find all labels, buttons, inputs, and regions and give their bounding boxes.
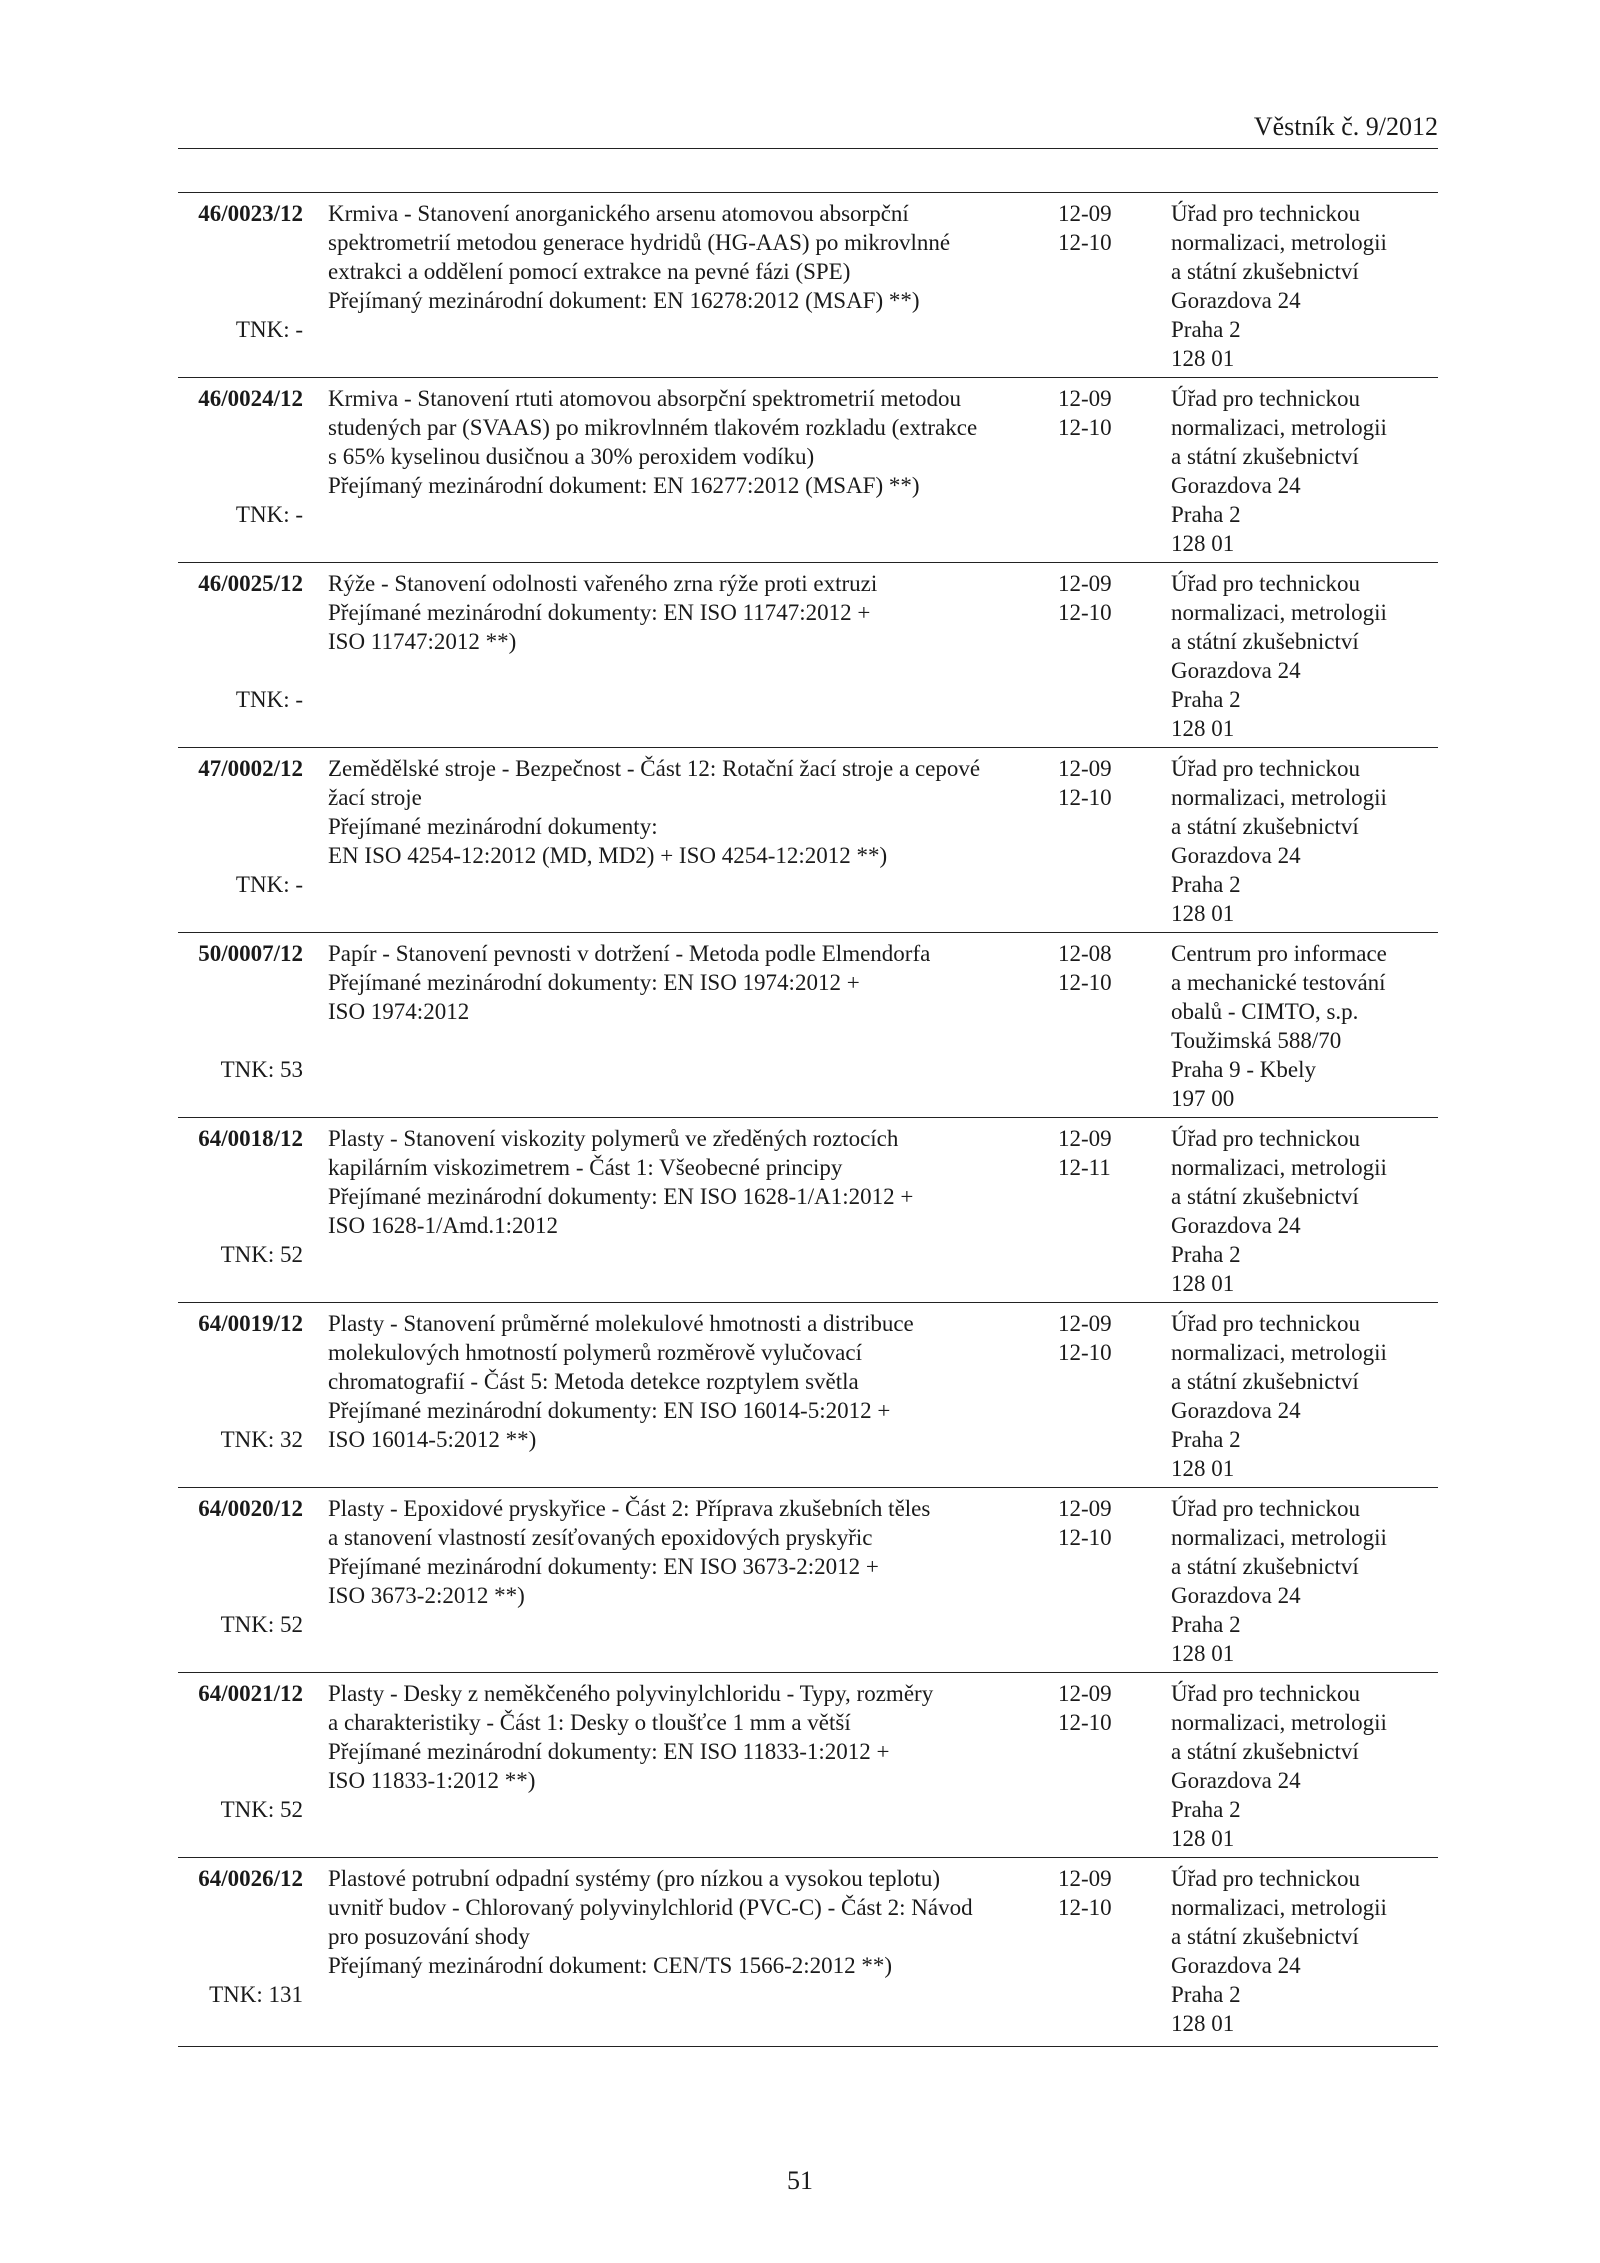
table-row (178, 1488, 1438, 1673)
table-row (178, 1118, 1438, 1303)
description-line: ISO 1974:2012 (328, 999, 470, 1024)
address-line: normalizaci, metrologii (1171, 785, 1387, 810)
address-line: Praha 2 (1171, 1797, 1241, 1822)
tnk-code: TNK: 53 (220, 1057, 303, 1082)
address-line: normalizaci, metrologii (1171, 1340, 1387, 1365)
standard-description (328, 754, 1028, 870)
table-row (178, 748, 1438, 933)
description-line: Přejímané mezinárodní dokumenty: EN ISO 1628-1/A1:2012 + (328, 1184, 914, 1209)
address-line: Gorazdova 24 (1171, 288, 1301, 313)
address-line: 128 01 (1171, 716, 1235, 741)
tnk-code: TNK: 32 (220, 1427, 303, 1452)
address-line: Úřad pro technickou (1171, 1496, 1361, 1521)
description-line: Plasty - Stanovení průměrné molekulové hmotnosti a distribuce (328, 1311, 914, 1336)
description-line: ISO 16014-5:2012 **) (328, 1427, 537, 1452)
standard-number: 50/0007/12 (198, 941, 303, 966)
page-header (178, 112, 1438, 149)
date-value: 12-09 (1058, 1311, 1112, 1336)
address-line: 128 01 (1171, 1641, 1235, 1666)
description-line: Přejímaný mezinárodní dokument: CEN/TS 1566-2:2012 **) (328, 1953, 893, 1978)
address-line: Gorazdova 24 (1171, 1583, 1301, 1608)
tnk-code: TNK: - (235, 872, 303, 897)
date-value: 12-10 (1058, 1340, 1112, 1365)
address-line: Gorazdova 24 (1171, 1398, 1301, 1423)
standard-dates (1058, 1679, 1148, 1737)
standard-number: 64/0021/12 (198, 1681, 303, 1706)
date-value: 12-10 (1058, 970, 1112, 995)
address-line: 128 01 (1171, 1826, 1235, 1851)
date-value: 12-09 (1058, 571, 1112, 596)
address-line: a mechanické testování (1171, 970, 1386, 995)
description-line: spektrometrií metodou generace hydridů (HG-AAS) po mikrovlnné (328, 230, 951, 255)
address-line: normalizaci, metrologii (1171, 600, 1387, 625)
table-row (178, 193, 1438, 378)
address-line: Úřad pro technickou (1171, 1311, 1361, 1336)
date-value: 12-10 (1058, 600, 1112, 625)
description-line: Plasty - Epoxidové pryskyřice - Část 2: Příprava zkušebních těles (328, 1496, 931, 1521)
address-line: Praha 2 (1171, 1982, 1241, 2007)
date-value: 12-09 (1058, 1681, 1112, 1706)
description-line: chromatografií - Část 5: Metoda detekce rozptylem světla (328, 1369, 859, 1394)
address-line: a státní zkušebnictví (1171, 1369, 1359, 1394)
tnk-code: TNK: - (235, 687, 303, 712)
description-line: Plasty - Desky z neměkčeného polyvinylchloridu - Typy, rozměry (328, 1681, 934, 1706)
address-line: Úřad pro technickou (1171, 571, 1361, 596)
address-line: 128 01 (1171, 1456, 1235, 1481)
date-value: 12-08 (1058, 941, 1112, 966)
address-line: a státní zkušebnictví (1171, 259, 1359, 284)
standard-dates (1058, 1494, 1148, 1552)
address-line: Gorazdova 24 (1171, 1953, 1301, 1978)
address-line: Úřad pro technickou (1171, 201, 1361, 226)
date-value: 12-11 (1058, 1155, 1111, 1180)
organization-address (1171, 569, 1431, 743)
standard-description (328, 1494, 1028, 1610)
description-line: pro posuzování shody (328, 1924, 530, 1949)
date-value: 12-10 (1058, 785, 1112, 810)
standard-number: 64/0026/12 (198, 1866, 303, 1891)
description-line: Rýže - Stanovení odolnosti vařeného zrna rýže proti extruzi (328, 571, 878, 596)
description-line: molekulových hmotností polymerů rozměrově vylučovací (328, 1340, 862, 1365)
tnk-code: TNK: 52 (220, 1242, 303, 1267)
date-value: 12-09 (1058, 201, 1112, 226)
address-line: obalů - CIMTO, s.p. (1171, 999, 1359, 1024)
address-line: 128 01 (1171, 901, 1235, 926)
standard-dates (1058, 569, 1148, 627)
description-line: žací stroje (328, 785, 422, 810)
standard-number: 46/0024/12 (198, 386, 303, 411)
date-value: 12-09 (1058, 1496, 1112, 1521)
date-value: 12-10 (1058, 1710, 1112, 1735)
standard-dates (1058, 1124, 1148, 1182)
address-line: Praha 9 - Kbely (1171, 1057, 1316, 1082)
standard-dates (1058, 754, 1148, 812)
standard-description (328, 1124, 1028, 1240)
description-line: Přejímané mezinárodní dokumenty: EN ISO 1974:2012 + (328, 970, 860, 995)
table-row (178, 1673, 1438, 1858)
address-line: normalizaci, metrologii (1171, 1895, 1387, 1920)
address-line: Úřad pro technickou (1171, 1126, 1361, 1151)
address-line: Praha 2 (1171, 687, 1241, 712)
address-line: Praha 2 (1171, 1242, 1241, 1267)
standard-description (328, 384, 1028, 500)
address-line: 128 01 (1171, 1271, 1235, 1296)
address-line: Toužimská 588/70 (1171, 1028, 1342, 1053)
description-line: Zemědělské stroje - Bezpečnost - Část 12: Rotační žací stroje a cepové (328, 756, 981, 781)
standard-number: 47/0002/12 (198, 756, 303, 781)
address-line: a státní zkušebnictví (1171, 1924, 1359, 1949)
standard-dates (1058, 1309, 1148, 1367)
address-line: Praha 2 (1171, 1427, 1241, 1452)
organization-address (1171, 1494, 1431, 1668)
address-line: 197 00 (1171, 1086, 1235, 1111)
address-line: 128 01 (1171, 531, 1235, 556)
description-line: Přejímané mezinárodní dokumenty: EN ISO 16014-5:2012 + (328, 1398, 891, 1423)
organization-address (1171, 754, 1431, 928)
tnk-code: TNK: - (235, 317, 303, 342)
description-line: Krmiva - Stanovení rtuti atomovou absorpční spektrometrií metodou (328, 386, 962, 411)
description-line: Krmiva - Stanovení anorganického arsenu atomovou absorpční (328, 201, 909, 226)
organization-address (1171, 939, 1431, 1113)
address-line: Úřad pro technickou (1171, 756, 1361, 781)
address-line: normalizaci, metrologii (1171, 1525, 1387, 1550)
date-value: 12-10 (1058, 1895, 1112, 1920)
standard-description (328, 939, 1028, 1026)
organization-address (1171, 199, 1431, 373)
address-line: Gorazdova 24 (1171, 1768, 1301, 1793)
address-line: 128 01 (1171, 346, 1235, 371)
date-value: 12-09 (1058, 386, 1112, 411)
organization-address (1171, 1679, 1431, 1853)
address-line: Praha 2 (1171, 317, 1241, 342)
description-line: Přejímané mezinárodní dokumenty: EN ISO 11833-1:2012 + (328, 1739, 890, 1764)
address-line: Úřad pro technickou (1171, 1866, 1361, 1891)
date-value: 12-09 (1058, 1866, 1112, 1891)
standard-number: 64/0020/12 (198, 1496, 303, 1521)
address-line: Gorazdova 24 (1171, 473, 1301, 498)
address-line: Praha 2 (1171, 502, 1241, 527)
address-line: 128 01 (1171, 2011, 1235, 2036)
address-line: a státní zkušebnictví (1171, 444, 1359, 469)
standards-table (178, 192, 1438, 2047)
address-line: normalizaci, metrologii (1171, 230, 1387, 255)
organization-address (1171, 1124, 1431, 1298)
tnk-code: TNK: 52 (220, 1797, 303, 1822)
table-row (178, 933, 1438, 1118)
description-line: ISO 3673-2:2012 **) (328, 1583, 525, 1608)
description-line: uvnitř budov - Chlorovaný polyvinylchlorid (PVC-C) - Část 2: Návod (328, 1895, 973, 1920)
standard-number: 64/0019/12 (198, 1311, 303, 1336)
description-line: Plastové potrubní odpadní systémy (pro nízkou a vysokou teplotu) (328, 1866, 940, 1891)
description-line: EN ISO 4254-12:2012 (MD, MD2) + ISO 4254-12:2012 **) (328, 843, 888, 868)
address-line: a státní zkušebnictví (1171, 1184, 1359, 1209)
standard-description (328, 1864, 1028, 1980)
description-line: ISO 11833-1:2012 **) (328, 1768, 536, 1793)
description-line: Přejímané mezinárodní dokumenty: EN ISO 11747:2012 + (328, 600, 871, 625)
date-value: 12-09 (1058, 756, 1112, 781)
date-value: 12-09 (1058, 1126, 1112, 1151)
address-line: a státní zkušebnictví (1171, 1739, 1359, 1764)
description-line: Plasty - Stanovení viskozity polymerů ve zředěných roztocích (328, 1126, 899, 1151)
standard-description (328, 1679, 1028, 1795)
journal-title: Věstník č. 9/2012 (1253, 112, 1438, 141)
standard-dates (1058, 199, 1148, 257)
description-line: a stanovení vlastností zesíťovaných epoxidových pryskyřic (328, 1525, 873, 1550)
standard-description (328, 199, 1028, 315)
address-line: a státní zkušebnictví (1171, 1554, 1359, 1579)
table-row (178, 378, 1438, 563)
standard-dates (1058, 1864, 1148, 1922)
description-line: s 65% kyselinou dusičnou a 30% peroxidem vodíku) (328, 444, 815, 469)
page-number: 51 (787, 2166, 813, 2195)
organization-address (1171, 1309, 1431, 1483)
address-line: Úřad pro technickou (1171, 1681, 1361, 1706)
address-line: Gorazdova 24 (1171, 658, 1301, 683)
description-line: ISO 11747:2012 **) (328, 629, 517, 654)
description-line: Přejímané mezinárodní dokumenty: EN ISO 3673-2:2012 + (328, 1554, 879, 1579)
address-line: Praha 2 (1171, 1612, 1241, 1637)
description-line: Přejímaný mezinárodní dokument: EN 16278:2012 (MSAF) **) (328, 288, 920, 313)
address-line: a státní zkušebnictví (1171, 814, 1359, 839)
description-line: Přejímané mezinárodní dokumenty: (328, 814, 658, 839)
address-line: Úřad pro technickou (1171, 386, 1361, 411)
table-row (178, 1858, 1438, 2047)
date-value: 12-10 (1058, 230, 1112, 255)
description-line: extrakci a oddělení pomocí extrakce na pevné fázi (SPE) (328, 259, 851, 284)
organization-address (1171, 384, 1431, 558)
tnk-code: TNK: 131 (209, 1982, 303, 2007)
tnk-code: TNK: - (235, 502, 303, 527)
address-line: normalizaci, metrologii (1171, 415, 1387, 440)
organization-address (1171, 1864, 1431, 2038)
address-line: Gorazdova 24 (1171, 843, 1301, 868)
table-row (178, 1303, 1438, 1488)
description-line: a charakteristiky - Část 1: Desky o tloušťce 1 mm a větší (328, 1710, 851, 1735)
standard-number: 46/0025/12 (198, 571, 303, 596)
standard-dates (1058, 939, 1148, 997)
tnk-code: TNK: 52 (220, 1612, 303, 1637)
standard-number: 64/0018/12 (198, 1126, 303, 1151)
table-row (178, 563, 1438, 748)
address-line: normalizaci, metrologii (1171, 1155, 1387, 1180)
standard-description (328, 569, 1028, 656)
description-line: studených par (SVAAS) po mikrovlnném tlakovém rozkladu (extrakce (328, 415, 978, 440)
description-line: kapilárním viskozimetrem - Část 1: Všeobecné principy (328, 1155, 843, 1180)
address-line: normalizaci, metrologii (1171, 1710, 1387, 1735)
standard-description (328, 1309, 1028, 1454)
date-value: 12-10 (1058, 1525, 1112, 1550)
address-line: Praha 2 (1171, 872, 1241, 897)
date-value: 12-10 (1058, 415, 1112, 440)
address-line: a státní zkušebnictví (1171, 629, 1359, 654)
standard-number: 46/0023/12 (198, 201, 303, 226)
address-line: Gorazdova 24 (1171, 1213, 1301, 1238)
description-line: Přejímaný mezinárodní dokument: EN 16277:2012 (MSAF) **) (328, 473, 920, 498)
address-line: Centrum pro informace (1171, 941, 1387, 966)
standard-dates (1058, 384, 1148, 442)
description-line: Papír - Stanovení pevnosti v dotržení - Metoda podle Elmendorfa (328, 941, 931, 966)
description-line: ISO 1628-1/Amd.1:2012 (328, 1213, 558, 1238)
